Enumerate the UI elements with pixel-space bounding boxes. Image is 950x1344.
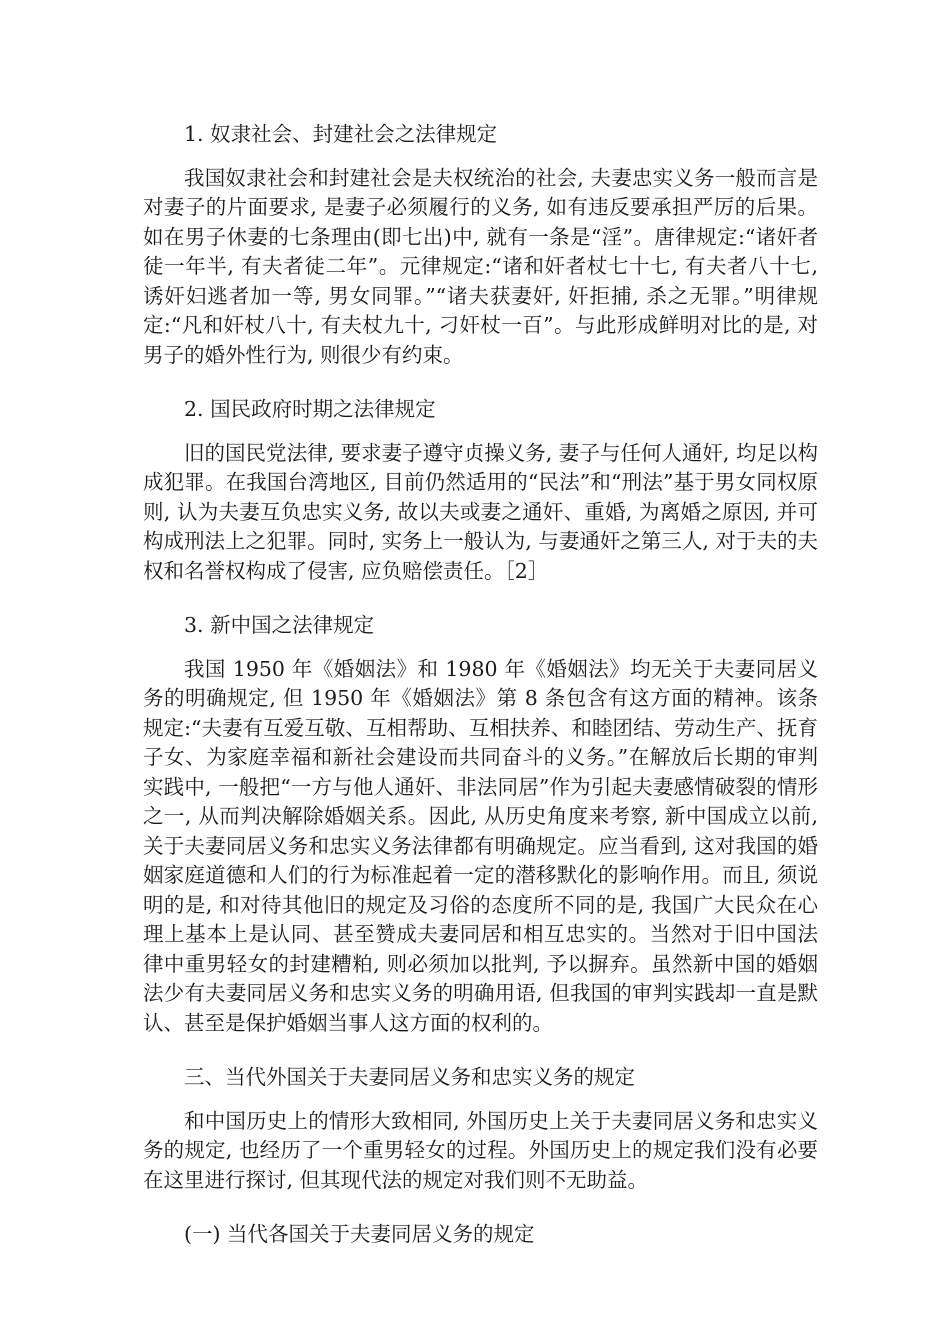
chapter-heading-3: 三、当代外国关于夫妻同居义务和忠实义务的规定 bbox=[184, 1065, 635, 1089]
section-paragraph-1: 我国奴隶社会和封建社会是夫权统治的社会, 夫妻忠实义务一般而言是对妻子的片面要求, 是妻子必须履行的义务, 如有违反要承担严厉的后果。如在男子休妻的七条理由(即七出)中, 就有一条是“淫”。唐律规定:“诸奸者徒一年半, 有夫者徒二年”。元律规定:“诸和奸者杖七十七, 有夫者八十七, 诱奸妇逃者加一等, 男女同罪。”“诸夫获妻奸, 奸拒捕, 杀之无罪。”明律规定:“凡和奸杖八十, 有夫杖九十, 刁奸杖一百”。与此形成鲜明对比的是, 对男子的婚外性行为, 则很少有约束。 bbox=[143, 165, 818, 367]
chapter-paragraph-3: 和中国历史上的情形大致相同, 外国历史上关于夫妻同居义务和忠实义务的规定, 也经历了一个重男轻女的过程。外国历史上的规定我们没有必要在这里进行探讨, 但其现代法的规定对我们则不无助益。 bbox=[143, 1108, 818, 1192]
section-paragraph-3: 我国 1950 年《婚姻法》和 1980 年《婚姻法》均无关于夫妻同居义务的明确规定, 但 1950 年《婚姻法》第 8 条包含有这方面的精神。该条规定:“夫妻有互爱互敬、互相帮助、互相扶养、和睦团结、劳动生产、抚育子女、为家庭幸福和新社会建设而共同奋斗的义务。”在解放后长期的审判实践中, 一般把“一方与他人通奸、非法同居”作为引起夫妻感情破裂的情形之一, 从而判决解除婚姻关系。因此, 从历史角度来考察, 新中国成立以前, 关于夫妻同居义务和忠实义务法律都有明确规定。应当看到, 这对我国的婚姻家庭道德和人们的行为标准起着一定的潜移默化的影响作用。而且, 须说明的是, 和对待其他旧的规定及习俗的态度所不同的是, 我国广大民众在心理上基本上是认同、甚至赞成夫妻同居和相互忠实的。当然对于旧中国法律中重男轻女的封建糟粕, 则必须加以批判, 予以摒弃。虽然新中国的婚姻法少有夫妻同居义务和忠实义务的明确用语, 但我国的审判实践却一直是默认、甚至是保护婚姻当事人这方面的权利的。 bbox=[143, 656, 818, 1035]
section-heading-2: 2. 国民政府时期之法律规定 bbox=[184, 397, 436, 421]
section-heading-1: 1. 奴隶社会、封建社会之法律规定 bbox=[184, 122, 498, 146]
section-paragraph-2: 旧的国民党法律, 要求妻子遵守贞操义务, 妻子与任何人通奸, 均足以构成犯罪。在我国台湾地区, 目前仍然适用的“民法”和“刑法”基于男女同权原则, 认为夫妻互负忠实义务, 故以夫或妻之通奸、重婚, 为离婚之原因, 并可构成刑法上之犯罪。同时, 实务上一般认为, 与妻通奸之第三人, 对于夫的夫权和名誉权构成了侵害, 应负赔偿责任。［2］ bbox=[143, 440, 818, 583]
document-page bbox=[143, 120, 818, 1264]
subsection-heading-1: (一) 当代各国关于夫妻同居义务的规定 bbox=[184, 1222, 535, 1246]
section-heading-3: 3. 新中国之法律规定 bbox=[184, 613, 375, 637]
